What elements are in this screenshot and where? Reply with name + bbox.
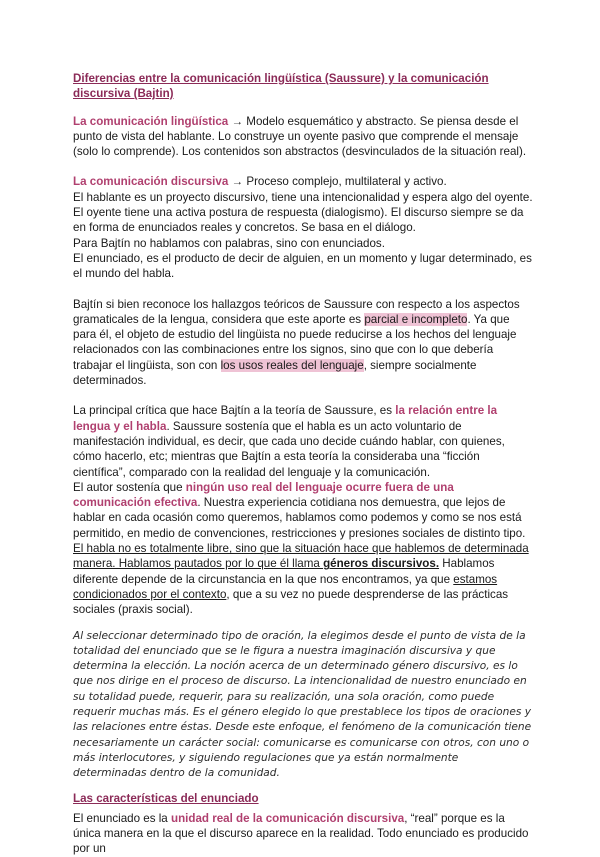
term-language-speech: la relación entre la lengua y el habla [73,404,498,433]
highlight-partial: parcial e incompleto [364,312,468,326]
paragraph-enunciado-unit [73,811,533,857]
text-span: , que a su vez no puede desprenderse de las prácticas sociales (praxis social). [73,587,509,617]
underlined-discursive-genres: géneros discursivos. [323,557,440,571]
paragraph-real-usage [73,480,533,618]
term-discursive-communication: La comunicación discursiva [73,175,229,189]
text-span: La principal crítica que hace Bajtín a la teoría de Saussure, es [73,404,396,418]
text-linguistic-communication: → Modelo esquemático y abstracto. Se piensa desde el punto de vista del hablante. Lo construye un oyente pasivo que comprende el mensaje (solo lo comprende). Los contenidos son abstractos (desvinculados de la situación real). [73,114,527,159]
text-span: . Saussure sostenía que el habla es un acto voluntario de manifestación individual, es decir, que cada uno decide cuándo hablar, con quienes, cómo hacerlo, etc; mientras que Bajtín a esta teoría la consideraba una “ficción científica”, comparado con la realidad del lenguaje y la comunicación. [73,419,505,479]
text-span: Hablamos diferente depende de la circunstancia en la que nos encontramos, ya que [73,557,495,586]
text-span: El enunciado es la [73,811,171,825]
paragraph-linguistic-communication [73,114,533,160]
document-title: Diferencias entre la comunicación lingüística (Saussure) y la comunicación discursiva (Bajtin) [73,72,489,101]
text-span: , siempre socialmente determinados. [73,358,477,388]
quote-paragraph: Al seleccionar determinado tipo de oración, la elegimos desde el punto de vista de la totalidad del enunciado que se le figura a nuestra imaginación discursiva y que determina la elección. La noción acerca de un determinado género discursivo, es lo que nos dirige en el proceso de discurso. La intencionalidad de nuestro enunciado en su totalidad puede, requerir, para su realización, una sola oración, como puede requerir muchas más. Es el género elegido lo que prestablece los tipos de oraciones y las relaciones entre éstas. Desde este enfoque, el fenómeno de la comunicación tiene necesariamente un carácter social: comunicarse es comunicarse con otros, con uno o más interlocutores, y siguiendo regulaciones que ya están normalmente determinadas dentro de la comunidad. [73,629,532,780]
paragraph-bajtin-saussure [73,297,533,389]
text-span: . Nuestra experiencia cotidiana nos demuestra, que lejos de hablar en cada ocasión como queremos, hablamos como podemos y como se nos está permitido, en medio de convenciones, restricciones y presiones sociales de distinto tipo. [73,496,526,540]
paragraph-speaker-project: El hablante es un proyecto discursivo, tiene una intencionalidad y espera algo del oyente. El oyente tiene una activa postura de respuesta (dialogismo). El discurso siempre se da en forma de enunciados reales y concretos. Se basa en el diálogo. [73,190,533,235]
text-span: , “real” porque es la única manera en la que el discurso aparece en la realidad. Todo enunciado es producido por un [73,811,529,856]
paragraph-bajtin-enunciados: Para Bajtín no hablamos con palabras, sino con enunciados. [73,236,385,250]
term-real-usage: ningún uso real del lenguaje ocurre fuera de una comunicación efectiva [73,480,454,510]
text-span: El autor sostenía que [73,480,186,494]
text-span: . Ya que para él, el objeto de estudio del lingüista no puede reducirse a los hechos del lenguaje relacionados con las combinaciones entre los signos, sino que con lo que debería trabajar el lingüista, son con [73,312,517,372]
text-span: Bajtín si bien reconoce los hallazgos teóricos de Saussure con respecto a los aspectos gramaticales de la lengua, considera que este aporte es [73,297,520,326]
text-discursive-communication: → Proceso complejo, multilateral y activo. [228,175,447,189]
term-real-unit: unidad real de la comunicación discursiva [170,811,405,825]
highlight-real-uses: los usos reales del lenguaje [220,358,364,372]
section-title-characteristics: Las características del enunciado [73,792,259,806]
paragraph-main-critique [73,403,533,479]
paragraph-discursive-communication [73,174,533,189]
term-linguistic-communication: La comunicación lingüística [73,114,229,128]
document-body [73,71,533,857]
underlined-speech-not-free: El habla no es totalmente libre, sino que la situación hace que hablemos de determinada manera. Hablamos pautados por lo que él llama [73,542,529,571]
paragraph-enunciado-definition: El enunciado, es el producto de decir de alguien, en un momento y lugar determinado, es el mundo del habla. [73,251,532,281]
underlined-context: estamos condicionados por el contexto [73,572,498,601]
